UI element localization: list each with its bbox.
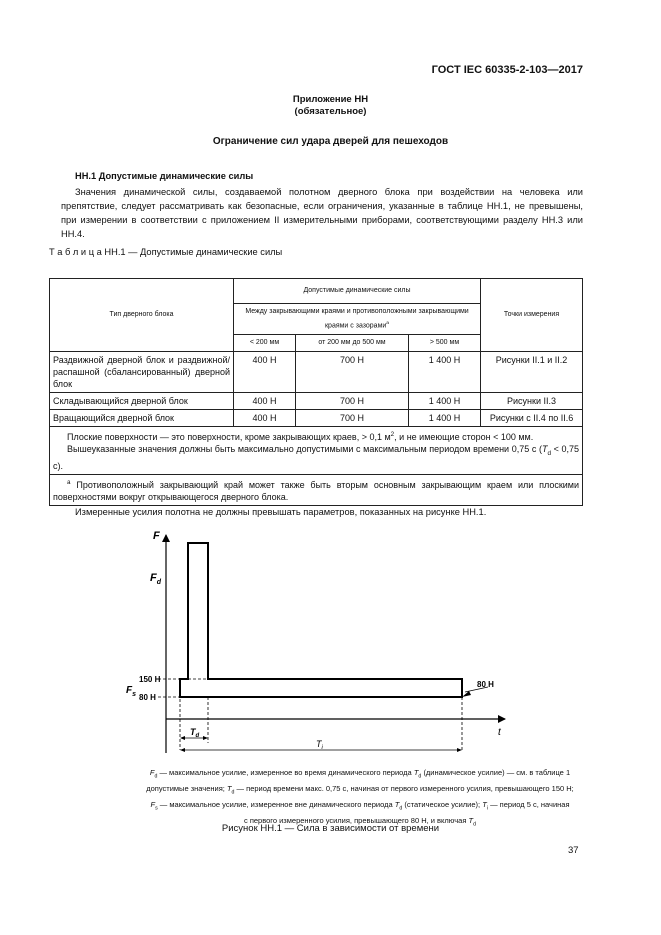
appendix-subtitle: (обязательное)	[294, 106, 367, 117]
row-points: Рисунки II.1 и II.2	[481, 352, 583, 393]
x-axis-label: t	[498, 727, 501, 738]
fd-label: $F_d$	[150, 572, 162, 586]
row-value: 400 Н	[234, 352, 296, 393]
subsection-heading: НН.1 Допустимые динамические силы	[75, 171, 254, 181]
section-title: Ограничение сил удара дверей для пешеходов	[212, 136, 449, 147]
table-row	[50, 352, 583, 393]
legend-line-2: допустимые значения; $T_d$ — период времени макс. 0,75 с, начиная от первого измеренного усилия, превышающего 150 Н;	[146, 784, 574, 796]
row-type: Раздвижной дверной блок и раздвижной/распашной (сбалансированный) дверной блок	[50, 352, 234, 393]
intro-paragraph: Значения динамической силы, создаваемой полотном дверного блока при воздействии на человека или препятствие, следует рассматривать как безопасные, если ограничения, указанные в таблице НН.1, не превышены, при измерении в соответствии с приложением II измерительными приборами, соответствующими разделу НН.3 или НН.4.	[61, 187, 583, 239]
row-points: Рисунки II.3	[481, 393, 583, 410]
row-value: 700 Н	[296, 393, 409, 410]
note-max-period: Вышеуказанные значения должны быть максимально допустимыми с максимальным периодом времени 0,75 с ($T_d < 0,75$ с).	[53, 444, 580, 472]
gap-over-500: > 500 мм	[409, 335, 481, 352]
td-label: $T_d$	[190, 727, 200, 739]
force-time-figure	[120, 525, 520, 765]
appendix-title: Приложение НН	[292, 94, 369, 105]
table-row	[50, 393, 583, 410]
page-number: 37	[568, 845, 579, 856]
legend-line-3: $F_s$ — максимальное усилие, измеренное вне динамического периода $T_d$ (статическое усилие); $T_i$ — период 5 с, начиная	[150, 800, 570, 812]
col-header-between: Между закрывающими краями и противоположными закрывающими краями с зазорами$^а$	[234, 304, 481, 335]
row-type: Складывающийся дверной блок	[50, 393, 234, 410]
row-value: 400 Н	[234, 410, 296, 427]
y-axis-label: F	[153, 530, 160, 542]
label-80n: 80 Н	[477, 680, 494, 689]
tick-80: 80 Н	[139, 693, 156, 702]
table-caption-prefix: Т а б л и ц а	[49, 247, 102, 257]
legend-line-1: $F_d$ — максимальное усилие, измеренное во время динамического периода $T_d$ (динамическое усилие) — см. в таблице 1	[149, 768, 571, 780]
col-header-type: Тип дверного блока	[50, 279, 234, 352]
row-value: 700 Н	[296, 352, 409, 393]
col-header-points: Точки измерения	[481, 279, 583, 352]
figure-caption: Рисунок НН.1 — Сила в зависимости от времени	[221, 823, 440, 834]
table-footnote: $^а$ Противоположный закрывающий край может также быть вторым основным закрывающим краем или плоскими поверхностями вокруг открывающегося дверного блока.	[50, 475, 583, 506]
table-caption	[49, 247, 282, 257]
figure-legend	[120, 767, 600, 831]
col-header-forces: Допустимые динамические силы	[234, 279, 481, 304]
after-table-paragraph: Измеренные усилия полотна не должны превышать параметров, показанных на рисунке НН.1.	[75, 507, 487, 517]
forces-table	[49, 278, 583, 506]
table-notes	[50, 427, 583, 475]
row-value: 700 Н	[296, 410, 409, 427]
row-value: 1 400 Н	[409, 352, 481, 393]
row-value: 400 Н	[234, 393, 296, 410]
row-type: Вращающийся дверной блок	[50, 410, 234, 427]
table-row	[50, 410, 583, 427]
fs-label: $F_s$	[126, 685, 137, 698]
gap-under-200: < 200 мм	[234, 335, 296, 352]
document-header: ГОСТ IEC 60335-2-103—2017	[431, 64, 583, 76]
ti-label: $T_i$	[316, 739, 323, 751]
tick-150: 150 Н	[139, 675, 161, 684]
table-caption-text: НН.1 — Допустимые динамические силы	[104, 247, 283, 257]
note-flat-surfaces: Плоские поверхности — это поверхности, кроме закрывающих краев, > 0,1 $м^2$, и не имеющие сторон < 100 мм.	[67, 431, 534, 443]
row-value: 1 400 Н	[409, 410, 481, 427]
force-curve	[180, 543, 462, 697]
gap-200-500: от 200 мм до 500 мм	[296, 335, 409, 352]
legend-line-4: с первого измеренного усилия, превышающего 80 Н, и включая $T_d$	[243, 816, 476, 828]
row-value: 1 400 Н	[409, 393, 481, 410]
row-points: Рисунки с II.4 по II.6	[481, 410, 583, 427]
